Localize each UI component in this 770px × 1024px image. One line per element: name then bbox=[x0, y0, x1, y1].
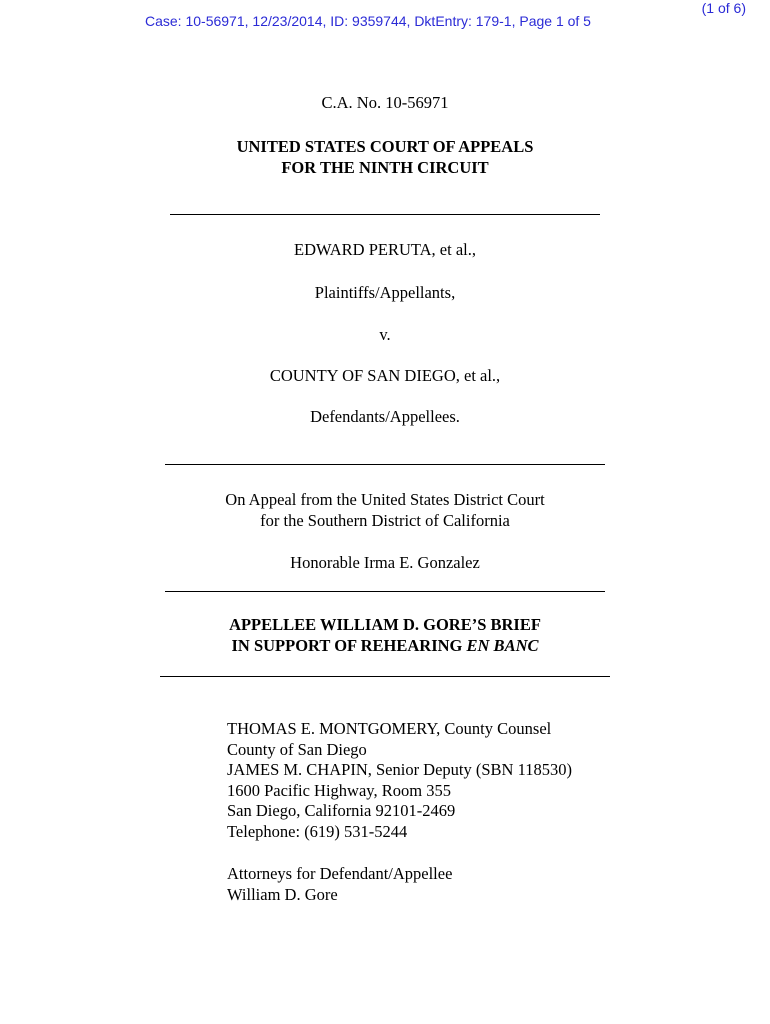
judge-name: Honorable Irma E. Gonzalez bbox=[290, 553, 480, 572]
attorneys-for-line1: Attorneys for Defendant/Appellee bbox=[227, 864, 453, 883]
counsel-line: JAMES M. CHAPIN, Senior Deputy (SBN 118530) bbox=[227, 760, 572, 779]
defendants-name: COUNTY OF SAN DIEGO, et al., bbox=[269, 366, 501, 385]
counsel-line: 1600 Pacific Highway, Room 355 bbox=[227, 780, 451, 800]
attorneys-for-block bbox=[227, 864, 452, 905]
appeal-line1: On Appeal from the United States District Court bbox=[225, 490, 545, 509]
divider-rule-3 bbox=[165, 591, 605, 592]
attorneys-for-line2: William D. Gore bbox=[227, 884, 338, 904]
plaintiffs-name: EDWARD PERUTA, et al., bbox=[294, 240, 476, 259]
counsel-line: County of San Diego bbox=[227, 739, 367, 759]
counsel-line: San Diego, California 92101-2469 bbox=[227, 801, 456, 820]
brief-title-line2-prefix: IN SUPPORT OF REHEARING bbox=[231, 636, 467, 655]
brief-title-en-banc: EN BANC bbox=[466, 636, 539, 655]
brief-title-line2 bbox=[0, 635, 770, 656]
divider-rule-1 bbox=[170, 214, 600, 215]
ecf-header-stamp: Case: 10-56971, 12/23/2014, ID: 9359744, DktEntry: 179-1, Page 1 of 5 bbox=[145, 13, 591, 29]
defendants-role: Defendants/Appellees. bbox=[310, 407, 460, 426]
versus: v. bbox=[379, 325, 391, 344]
brief-title-line1: APPELLEE WILLIAM D. GORE’S BRIEF bbox=[229, 615, 541, 634]
divider-rule-2 bbox=[165, 464, 605, 465]
plaintiffs-role: Plaintiffs/Appellants, bbox=[314, 283, 456, 302]
divider-rule-4 bbox=[160, 676, 610, 677]
court-name-line1: UNITED STATES COURT OF APPEALS bbox=[236, 137, 534, 156]
counsel-line: THOMAS E. MONTGOMERY, County Counsel bbox=[227, 719, 552, 738]
case-number: C.A. No. 10-56971 bbox=[321, 93, 449, 112]
court-name-line2: FOR THE NINTH CIRCUIT bbox=[281, 158, 489, 177]
appeal-line2: for the Southern District of California bbox=[260, 511, 510, 530]
counsel-block bbox=[227, 719, 572, 842]
page-indicator: (1 of 6) bbox=[701, 0, 746, 16]
counsel-line: Telephone: (619) 531-5244 bbox=[227, 821, 408, 841]
